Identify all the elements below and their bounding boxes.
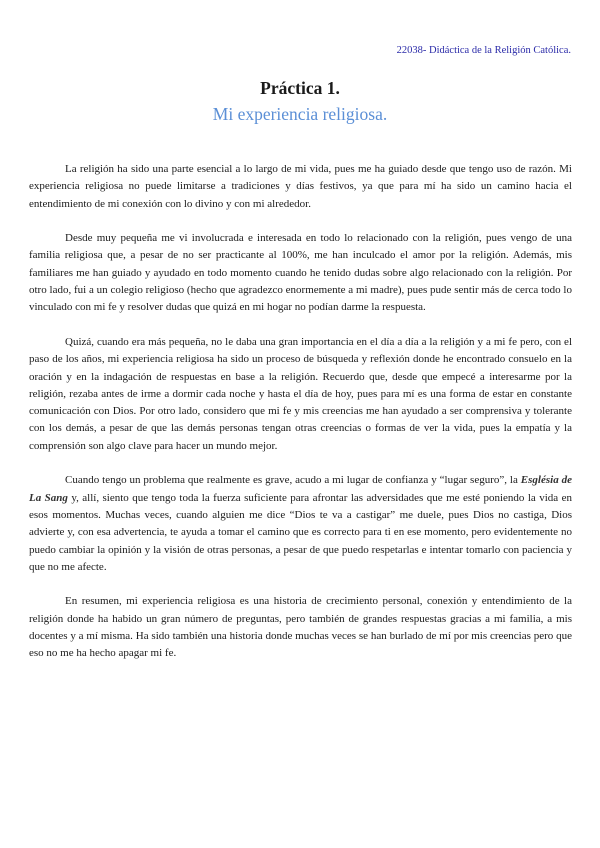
document-subtitle: Mi experiencia religiosa.: [212, 104, 388, 124]
paragraph-3: Quizá, cuando era más pequeña, no le daba una gran importancia en el día a día a la religión y a mi fe pero, con el paso de los años, mi experiencia religiosa ha sido un proceso de búsqueda y reflexión donde he encontrado consuelo en la oración y en la indagación de respuestas en base a la religión. Recuerdo que, desde que empecé a interesarme por la religión, rezaba antes de irme a dormir cada noche y hasta el día de hoy, pues para mí es una forma de estar en constante comunicación con Dios. Por otro lado, considero que mi fe y mis creencias me han ayudado a ser comprensiva y tolerante con los demás, a pesar de que las demás personas tengan otras creencias o formas de ver la vida, pues la empatía y la comprensión son algo clave para hacer un mundo mejor.: [29, 335, 572, 452]
paragraph-1: La religión ha sido una parte esencial a lo largo de mi vida, pues me ha guiado desde que tengo uso de razón. Mi experiencia religiosa no puede limitarse a tradiciones y días festivos, ya que para mí ha sido un camino hacia el entendimiento de mi conexión con lo divino y con mi alrededor.: [29, 163, 572, 210]
document-title: Práctica 1.: [260, 78, 340, 98]
paragraph-2: Desde muy pequeña me vi involucrada e interesada en todo lo relacionado con la religión, pues vengo de una familia religiosa que, a pesar de no ser practicante al 100%, me han inculcado el amor por la religión. Además, mis familiares me han guiado y ayudado en todo momento cuando he tenido dudas sobre algo relacionado con la religión. Por otro lado, fui a un colegio religioso (hecho que agradezco enormemente a mi madre), pues pude sentir más de cerca todo lo vinculado con mi fe y resolver dudas que quizá en mi hogar no podían darme la respuesta.: [29, 232, 572, 314]
paragraph-4-text-before: Cuando tengo un problema que realmente es grave, acudo a mi lugar de confianza y “lugar seguro”, la: [65, 474, 521, 487]
course-header: 22038- Didáctica de la Religión Católica.: [396, 45, 571, 56]
paragraph-4: [29, 472, 572, 576]
document-body: [29, 161, 572, 680]
paragraph-4-text-after: y, allí, siento que tengo toda la fuerza suficiente para afrontar las adversidades que me esté poniendo la vida en esos momentos. Muchas veces, cuando alguien me dice “Dios te va a castigar” me duele, pues Dios no castiga, Dios advierte y, con esa advertencia, te ayuda a tomar el camino que es correcto para ti en ese momento, pero evidentemente no puedo cambiar la opinión y la visión de otras personas, a pesar de que puedo respetarlas e intentar tomarlo con paciencia y que no me afecte.: [29, 491, 572, 573]
church-name: Església de La Sang: [29, 474, 572, 504]
paragraph-5: En resumen, mi experiencia religiosa es una historia de crecimiento personal, conexión y entendimiento de la religión donde ha habido un gran número de preguntas, pero también de grandes respuestas gracias a mi familia, a mis docentes y a mí misma. Ha sido también una historia donde muchas veces se han burlado de mí por mis creencias pero que eso no me ha hecho apagar mi fe.: [29, 595, 572, 660]
